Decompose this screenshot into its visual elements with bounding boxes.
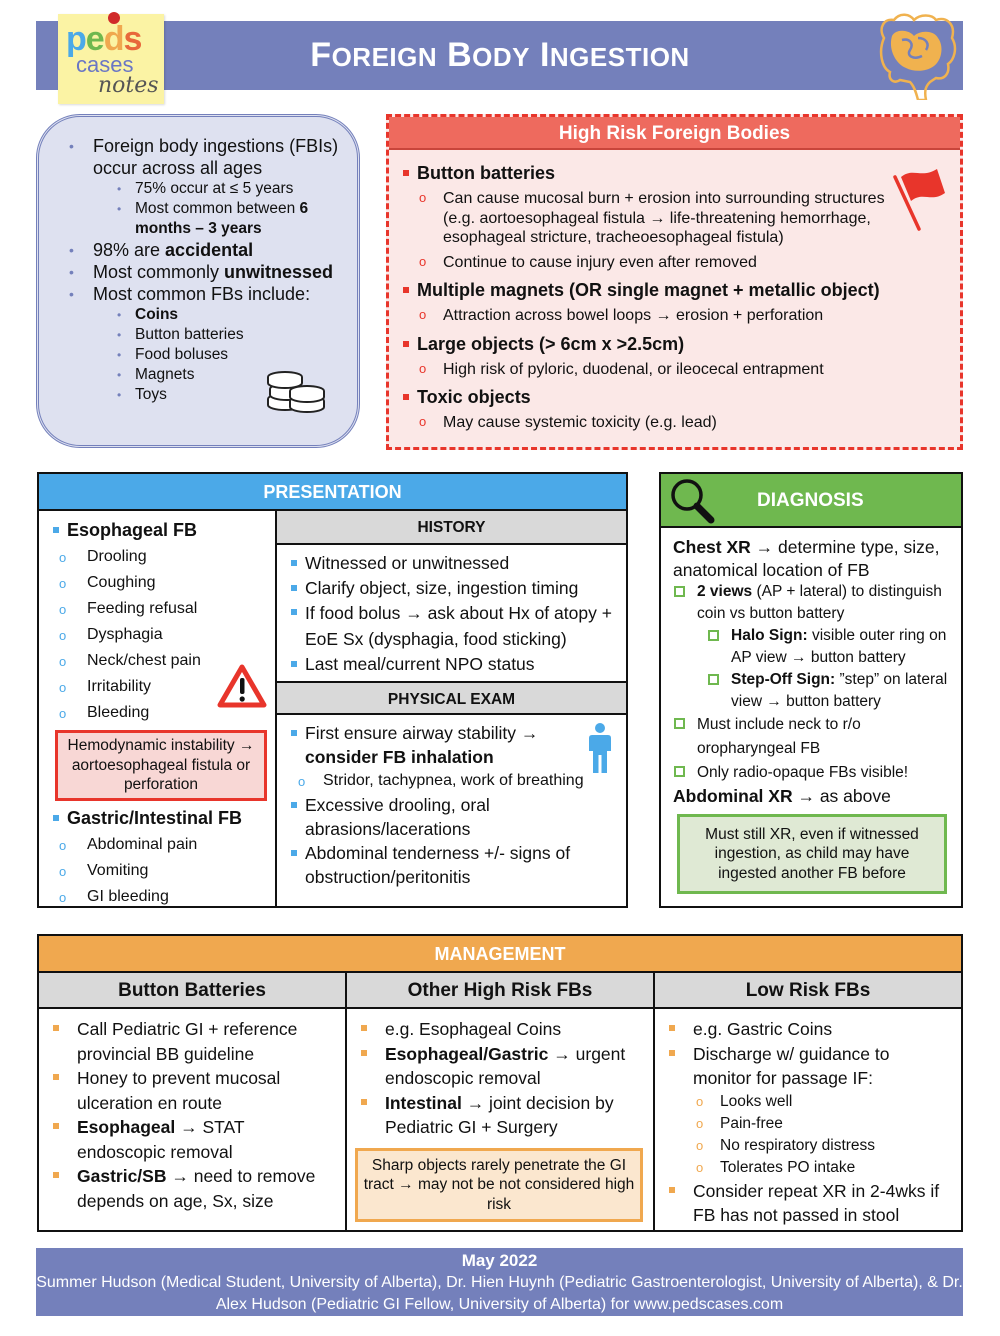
high-risk-heading: Large objects (> 6cm x >2.5cm) xyxy=(403,331,960,357)
sub-text: Most common between xyxy=(135,200,300,217)
list-item: If food bolus → ask about Hx of atopy + EoE Sx (dysphagia, food sticking) xyxy=(289,600,626,652)
intestine-icon xyxy=(870,8,962,100)
list-item: Last meal/current NPO status xyxy=(289,652,626,677)
list-item: o Feeding refusal xyxy=(51,596,275,622)
sub-text: Toys xyxy=(135,386,167,403)
list-item xyxy=(111,199,349,239)
exam-list xyxy=(277,715,626,889)
high-risk-title: High Risk Foreign Bodies xyxy=(389,117,960,150)
list-item xyxy=(69,239,349,261)
list-item: Discharge w/ guidance to monitor for passage IF: xyxy=(669,1042,953,1091)
low-risk-column xyxy=(655,973,961,1230)
title-word: OREIGN xyxy=(331,42,438,72)
checkbox-icon xyxy=(674,718,685,729)
list-item xyxy=(361,1042,645,1091)
item-bold: Esophageal xyxy=(77,1117,176,1137)
list-item: o Coughing xyxy=(51,570,275,596)
exam-text: First ensure airway stability → xyxy=(305,723,539,743)
magnifier-icon xyxy=(667,476,717,526)
sub-text: Food boluses xyxy=(135,346,229,363)
item-text: → STAT endoscopic removal xyxy=(77,1117,245,1162)
intro-box xyxy=(36,114,360,448)
list-item: Abdominal tenderness +/- signs of obstruction/peritonitis xyxy=(289,841,626,889)
high-risk-sublist xyxy=(403,360,960,380)
ages-sublist xyxy=(111,179,349,239)
views-text: (AP + lateral) to distinguish coin vs button battery xyxy=(697,583,942,622)
list-item: o No respiratory distress xyxy=(669,1135,953,1157)
exam-area xyxy=(277,715,626,889)
presentation-symptoms xyxy=(39,511,277,906)
high-risk-content xyxy=(389,150,960,433)
item-bold: Esophageal/Gastric xyxy=(385,1043,549,1064)
list-item: o Abdominal pain xyxy=(51,832,275,858)
button-batteries-list xyxy=(39,1009,345,1213)
logo-peds: peds xyxy=(66,20,142,58)
item-bold: Gastric/SB xyxy=(77,1166,167,1186)
title-word: ODY xyxy=(472,42,530,72)
list-item: Consider repeat XR in 2-4wks if FB has not passed in stool xyxy=(669,1179,953,1228)
views-bold: 2 views xyxy=(697,583,753,600)
title-letter: I xyxy=(539,36,550,74)
button-batteries-column xyxy=(39,973,347,1230)
presentation-box xyxy=(37,472,628,908)
list-item xyxy=(53,1164,337,1213)
title-letter: B xyxy=(447,36,473,74)
halo-bold: Halo Sign: xyxy=(731,627,808,644)
diagnosis-header xyxy=(661,474,961,528)
checkbox-icon xyxy=(708,630,719,641)
logo-notes: notes xyxy=(98,73,159,98)
list-item: o Can cause mucosal burn + erosion into surrounding structures (e.g. aortoesophageal fistula → life-threatening hemorrhage, esophageal stricture, tracheoesophageal fistula) xyxy=(403,189,960,248)
list-item xyxy=(69,261,349,283)
list-item: o Looks well xyxy=(669,1091,953,1113)
high-risk-sublist xyxy=(403,189,960,272)
checkbox-icon xyxy=(674,766,685,777)
list-item: Witnessed or unwitnessed xyxy=(289,551,626,576)
list-item: o Pain-free xyxy=(669,1113,953,1135)
diagnosis-note: Must still XR, even if witnessed ingestion, as child may have ingested another FB before xyxy=(677,814,947,895)
list-item: e.g. Esophageal Coins xyxy=(361,1017,645,1042)
high-risk-heading: Multiple magnets (OR single magnet + metallic object) xyxy=(403,277,960,303)
exam-bold: consider FB inhalation xyxy=(305,747,494,767)
intro-text: Most commonly xyxy=(93,262,225,282)
abd-bold: Abdominal XR xyxy=(673,786,793,806)
intro-text: Foreign body ingestions (FBIs) occur across all ages xyxy=(93,136,339,178)
footer xyxy=(36,1248,963,1316)
title-letter: F xyxy=(310,36,332,74)
footer-date: May 2022 xyxy=(461,1251,538,1270)
chest-bold: Chest XR xyxy=(673,537,751,557)
abdominal-xr xyxy=(673,785,961,808)
list-item: o Bleeding xyxy=(51,700,275,726)
warning-icon xyxy=(217,663,267,709)
gastric-list xyxy=(51,832,275,910)
chest-xr xyxy=(673,536,961,581)
list-item: o Neck/chest pain xyxy=(51,648,275,674)
column-title: Low Risk FBs xyxy=(655,973,961,1009)
high-risk-box xyxy=(386,114,963,450)
checklist-item xyxy=(673,713,961,761)
list-item xyxy=(111,305,349,325)
list-item xyxy=(53,1115,337,1164)
list-item xyxy=(111,345,349,365)
presentation-history-exam xyxy=(277,511,626,906)
item-text: → urgent endoscopic removal xyxy=(385,1043,626,1088)
footer-credits: Summer Hudson (Medical Student, University of Alberta), Dr. Hien Huynh (Pediatric Gastroenterologist, University of Alberta), & Dr. Alex Hudson (Pediatric GI Fellow, University of Alberta) for www.pedscases.com xyxy=(36,1274,963,1313)
list-item: o Vomiting xyxy=(51,858,275,884)
list-item: Call Pediatric GI + reference provincial BB guideline xyxy=(53,1017,337,1066)
neck-text: Must include neck to r/o oropharyngeal FB xyxy=(697,716,861,757)
intro-text: Most common FBs include: xyxy=(93,284,311,304)
checklist-item xyxy=(673,761,961,785)
sharp-objects-note: Sharp objects rarely penetrate the GI tract → may not be not considered high risk xyxy=(355,1148,643,1223)
halo-text: visible outer ring on AP view → button battery xyxy=(731,627,947,666)
high-risk-heading: Button batteries xyxy=(403,160,960,186)
intro-text: 98% are xyxy=(93,240,166,260)
checklist-item xyxy=(673,625,961,669)
diagnosis-content xyxy=(661,528,961,894)
opaque-text: Only radio-opaque FBs visible! xyxy=(697,764,909,781)
list-item: Excessive drooling, oral abrasions/lacerations xyxy=(289,793,626,841)
history-list xyxy=(277,545,626,681)
list-item: o May cause systemic toxicity (e.g. lead) xyxy=(403,413,960,433)
step-text: ”step” on lateral view → button battery xyxy=(731,671,948,710)
high-risk-sublist xyxy=(403,306,960,326)
list-item xyxy=(111,325,349,345)
sub-bold: Coins xyxy=(135,306,179,323)
intro-bold: accidental xyxy=(165,240,254,260)
logo-cases: cases xyxy=(76,52,134,77)
step-bold: Step-Off Sign: xyxy=(731,671,836,688)
sub-text: Magnets xyxy=(135,366,195,383)
list-item xyxy=(361,1091,645,1140)
list-item: o High risk of pyloric, duodenal, or ileocecal entrapment xyxy=(403,360,960,380)
high-risk-heading: Toxic objects xyxy=(403,384,960,410)
low-risk-list xyxy=(655,1009,961,1228)
column-title: Button Batteries xyxy=(39,973,345,1009)
list-item: o Stridor, tachypnea, work of breathing xyxy=(289,769,626,793)
checklist-item xyxy=(673,581,961,625)
column-title: Other High Risk FBs xyxy=(347,973,653,1009)
list-item: o Dysphagia xyxy=(51,622,275,648)
item-text: → joint decision by Pediatric GI + Surgery xyxy=(385,1092,614,1137)
title-word: NGESTION xyxy=(549,42,690,72)
list-item: o GI bleeding xyxy=(51,884,275,910)
chest-text: → determine type, size, anatomical location of FB xyxy=(673,537,940,580)
list-item: Honey to prevent mucosal ulceration en route xyxy=(53,1066,337,1115)
sub-text: Button batteries xyxy=(135,326,244,343)
other-high-risk-list xyxy=(347,1009,653,1140)
diagnosis-box xyxy=(659,472,963,908)
management-title: MANAGEMENT xyxy=(39,936,961,973)
intro-list xyxy=(69,135,349,405)
checklist-item xyxy=(673,669,961,713)
intro-bold: unwitnessed xyxy=(224,262,334,282)
coins-icon xyxy=(265,369,327,419)
list-item: o Continue to cause injury even after removed xyxy=(403,253,960,273)
hemodynamic-warning: Hemodynamic instability → aortoesophageal fistula or perforation xyxy=(55,730,267,801)
history-title: HISTORY xyxy=(277,511,626,545)
list-item: o Irritability xyxy=(51,674,275,700)
abd-text: → as above xyxy=(792,786,891,806)
checkbox-icon xyxy=(674,586,685,597)
list-item: o Drooling xyxy=(51,544,275,570)
gastric-heading: Gastric/Intestinal FB xyxy=(51,807,275,829)
diagnosis-title: DIAGNOSIS xyxy=(757,490,864,511)
list-item: o Attraction across bowel loops → erosion + perforation xyxy=(403,306,960,326)
list-item: Clarify object, size, ingestion timing xyxy=(289,576,626,601)
list-item: o Tolerates PO intake xyxy=(669,1157,953,1179)
management-box xyxy=(37,934,963,1232)
item-bold: Intestinal xyxy=(385,1092,462,1113)
list-item xyxy=(289,721,626,769)
exam-title: PHYSICAL EXAM xyxy=(277,681,626,715)
list-item xyxy=(111,179,349,199)
sub-bold: 6 months – 3 years xyxy=(135,200,309,237)
pedscases-notes-logo xyxy=(58,14,164,104)
sub-text: 75% occur at ≤ 5 years xyxy=(135,180,294,197)
list-item xyxy=(69,135,349,239)
item-text: → need to remove depends on age, Sx, size xyxy=(77,1166,316,1211)
presentation-title: PRESENTATION xyxy=(39,474,626,511)
checkbox-icon xyxy=(708,674,719,685)
management-columns xyxy=(39,973,961,1230)
list-item: e.g. Gastric Coins xyxy=(669,1017,953,1042)
other-high-risk-column xyxy=(347,973,655,1230)
esophageal-heading: Esophageal FB xyxy=(51,519,275,541)
high-risk-sublist xyxy=(403,413,960,433)
